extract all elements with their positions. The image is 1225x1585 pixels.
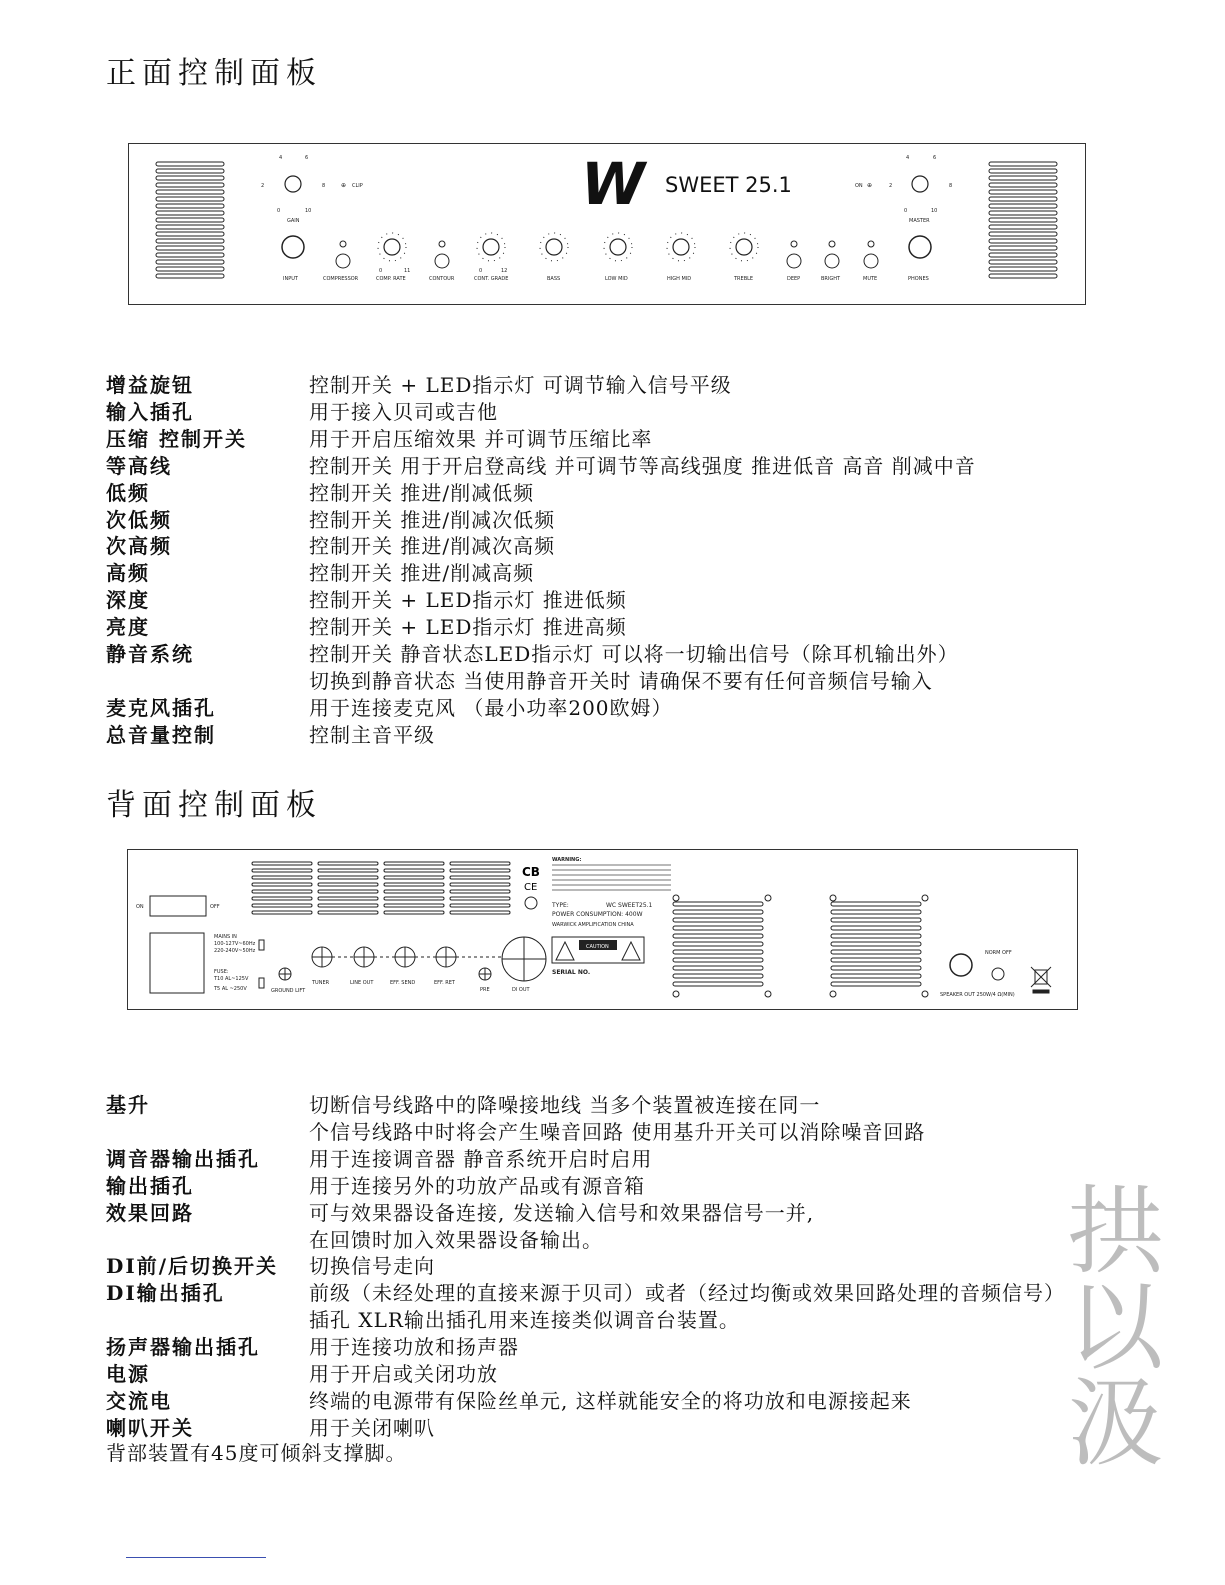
- front-panel-title: 正面控制面板: [106, 56, 322, 91]
- cont-grade-label: CONT. GRADE: [474, 276, 509, 282]
- svg-text:SERIAL NO.: SERIAL NO.: [552, 969, 591, 976]
- svg-text:FUSE:: FUSE:: [214, 969, 229, 975]
- speaker-out-jack: [950, 954, 972, 976]
- svg-text:TYPE:: TYPE:: [552, 902, 569, 909]
- description-text: 控制开关 推进/削减次高频: [309, 534, 556, 559]
- phones-label: PHONES: [908, 276, 929, 282]
- description-text: 用于开启压缩效果 并可调节压缩比率: [309, 426, 653, 451]
- description-text: 控制主音平级: [309, 722, 435, 747]
- svg-text:6: 6: [305, 155, 309, 161]
- description-text: 前级（未经处理的直接来源于贝司）或者（经过均衡或效果回路处理的音频信号）: [309, 1281, 1065, 1306]
- rear-panel-title: 背面控制面板: [106, 788, 322, 823]
- compressor-switch: [336, 254, 350, 268]
- svg-text:TUNER: TUNER: [312, 980, 330, 986]
- svg-text:DI OUT: DI OUT: [512, 987, 530, 993]
- description-term: 电源: [106, 1362, 150, 1386]
- master-label: MASTER: [909, 218, 930, 224]
- clip-label: CLIP: [352, 183, 363, 189]
- input-jack: [282, 236, 304, 258]
- phones-jack: [909, 236, 931, 258]
- contour-switch: [435, 254, 449, 268]
- description-text: 控制开关 推进/削减高频: [309, 561, 535, 586]
- footer-rule: [126, 1557, 266, 1558]
- right-vent: [989, 162, 1057, 278]
- description-text: 控制开关 + LED指示灯 推进高频: [309, 615, 627, 640]
- low-mid-knob: [610, 239, 626, 255]
- svg-text:10: 10: [305, 208, 312, 214]
- description-term: 麦克风插孔: [106, 695, 216, 720]
- svg-text:12: 12: [501, 268, 508, 274]
- weee-bin-icon: [1031, 967, 1051, 993]
- bass-label: BASS: [547, 276, 561, 282]
- svg-text:4: 4: [906, 155, 910, 161]
- description-term: 效果回路: [106, 1200, 194, 1225]
- description-text: 控制开关 + LED指示灯 推进低频: [309, 588, 627, 613]
- brand-logo: W: [581, 150, 645, 218]
- svg-text:4: 4: [279, 155, 283, 161]
- description-text: 切换到静音状态 当使用静音开关时 请确保不要有任何音频信号输入: [309, 668, 933, 693]
- description-text: 用于连接另外的功放产品或有源音箱: [309, 1173, 645, 1198]
- low-mid-label: LOW MID: [605, 276, 628, 282]
- description-term: 基升: [106, 1093, 150, 1117]
- svg-text:2: 2: [261, 183, 265, 189]
- description-term: DI前/后切换开关: [106, 1254, 279, 1279]
- description-term: 输入插孔: [106, 399, 194, 424]
- svg-text:WARNING:: WARNING:: [552, 857, 582, 863]
- svg-text:8: 8: [322, 183, 326, 189]
- description-term: 静音系统: [106, 642, 194, 666]
- svg-text:T10 AL~125V: T10 AL~125V: [214, 976, 249, 982]
- speaker-switch: [992, 968, 1004, 980]
- gain-label: GAIN: [287, 218, 300, 224]
- deep-label: DEEP: [787, 276, 801, 282]
- on-label: ON: [855, 183, 863, 189]
- input-label: INPUT: [283, 276, 298, 282]
- svg-text:NORM OFF: NORM OFF: [985, 950, 1012, 956]
- description-term: 增益旋钮: [106, 373, 194, 397]
- treble-knob: [736, 239, 752, 255]
- model-name: SWEET 25.1: [665, 173, 792, 197]
- ccc-mark-icon: [525, 897, 537, 909]
- treble-label: TREBLE: [734, 276, 754, 282]
- description-text: 用于连接麦克风 （最小功率200欧姆）: [309, 695, 673, 720]
- description-term: 调音器输出插孔: [106, 1146, 260, 1171]
- description-text: 用于接入贝司或吉他: [309, 399, 498, 424]
- mute-switch: [864, 254, 878, 268]
- svg-text:EFF. SEND: EFF. SEND: [390, 980, 416, 986]
- svg-text:2: 2: [889, 183, 893, 189]
- description-text: 用于连接调音器 静音系统开启时启用: [309, 1146, 653, 1171]
- description-term: 压缩 控制开关: [106, 426, 247, 451]
- rear-panel-diagram: [127, 849, 1078, 1010]
- high-mid-label: HIGH MID: [667, 276, 692, 282]
- description-text: 控制开关 + LED指示灯 可调节输入信号平级: [309, 373, 732, 397]
- warning-text-lines: [552, 865, 671, 890]
- fuse-holder: [259, 978, 264, 988]
- cont-grade-knob: [483, 239, 499, 255]
- svg-text:T5 AL ~250V: T5 AL ~250V: [214, 986, 247, 992]
- contour-label: CONTOUR: [429, 276, 455, 282]
- description-term: 扬声器输出插孔: [106, 1335, 260, 1360]
- deep-switch: [787, 254, 801, 268]
- footnote-text: 背部装置有45度可倾斜支撑脚。: [106, 1441, 407, 1465]
- svg-text:10: 10: [931, 208, 938, 214]
- off-label: OFF: [210, 904, 220, 910]
- description-text: 终端的电源带有保险丝单元, 这样就能安全的将功放和电源接起来: [309, 1388, 912, 1413]
- description-term: 深度: [106, 588, 150, 613]
- description-text: 控制开关 静音状态LED指示灯 可以将一切输出信号（除耳机输出外）: [309, 642, 959, 666]
- compressor-label: COMPRESSOR: [323, 276, 359, 282]
- svg-text:0: 0: [379, 268, 383, 274]
- left-vent: [156, 162, 224, 278]
- svg-text:LINE OUT: LINE OUT: [350, 980, 374, 986]
- description-text: 用于开启或关闭功放: [309, 1362, 498, 1386]
- svg-text:WARWICK AMPLIFICATION CHINA: WARWICK AMPLIFICATION CHINA: [552, 922, 634, 928]
- description-term: 交流电: [106, 1388, 172, 1413]
- master-knob: [912, 176, 928, 192]
- svg-text:0: 0: [904, 208, 908, 214]
- description-text: 在回馈时加入效果器设备输出。: [309, 1227, 603, 1252]
- clip-led-icon: ⊕: [341, 182, 347, 189]
- high-mid-knob: [673, 239, 689, 255]
- description-term: 等高线: [106, 453, 172, 478]
- description-term: 亮度: [106, 615, 150, 640]
- svg-text:GROUND LIFT: GROUND LIFT: [271, 988, 306, 994]
- on-led-icon: ⊕: [867, 182, 873, 189]
- mains-socket: [150, 933, 204, 993]
- voltage-selector: [259, 940, 264, 950]
- gain-knob: [285, 176, 301, 192]
- svg-text:220-240V~50Hz: 220-240V~50Hz: [214, 948, 256, 954]
- mute-label: MUTE: [863, 276, 878, 282]
- svg-text:POWER CONSUMPTION: 400W: POWER CONSUMPTION: 400W: [552, 911, 643, 918]
- description-text: 控制开关 推进/削减次低频: [309, 507, 556, 532]
- description-text: 切换信号走向: [309, 1254, 435, 1279]
- bass-knob: [546, 239, 562, 255]
- description-text: 切断信号线路中的降噪接地线 当多个装置被连接在同一: [309, 1093, 821, 1117]
- svg-text:EFF. RET: EFF. RET: [434, 980, 455, 986]
- svg-text:MAINS IN: MAINS IN: [214, 934, 237, 940]
- description-text: 控制开关 用于开启登高线 并可调节等高线强度 推进低音 高音 削减中音: [309, 453, 976, 478]
- svg-text:11: 11: [404, 268, 411, 274]
- svg-text:8: 8: [949, 183, 953, 189]
- description-term: 次高频: [106, 534, 172, 559]
- ce-mark-icon: CE: [524, 882, 538, 893]
- svg-text:PRE: PRE: [480, 987, 490, 993]
- power-switch: [150, 896, 206, 916]
- front-panel-diagram: [128, 143, 1086, 305]
- watermark: 拱以汲: [1052, 1180, 1164, 1468]
- description-text: 控制开关 推进/削减低频: [309, 480, 535, 505]
- description-text: 用于连接功放和扬声器: [309, 1335, 519, 1360]
- description-term: 低频: [106, 480, 150, 505]
- comp-rate-knob: [384, 239, 400, 255]
- svg-text:0: 0: [479, 268, 483, 274]
- svg-text:6: 6: [933, 155, 937, 161]
- comp-rate-label: COMP. RATE: [376, 276, 406, 282]
- description-term: 高频: [106, 561, 150, 586]
- svg-text:CAUTION: CAUTION: [586, 944, 609, 950]
- description-text: 可与效果器设备连接, 发送输入信号和效果器信号一并,: [309, 1200, 815, 1225]
- description-term: 次低频: [106, 507, 172, 532]
- svg-text:WC SWEET25.1: WC SWEET25.1: [606, 902, 653, 909]
- description-term: DI输出插孔: [106, 1281, 225, 1306]
- svg-text:0: 0: [277, 208, 281, 214]
- description-text: 用于关闭喇叭: [309, 1415, 435, 1440]
- footnote: [106, 1437, 406, 1464]
- cb-mark: CB: [522, 865, 540, 879]
- description-text: 插孔 XLR输出插孔用来连接类似调音台装置。: [309, 1308, 740, 1333]
- svg-text:100-127V~60Hz: 100-127V~60Hz: [214, 941, 256, 947]
- bright-switch: [825, 254, 839, 268]
- description-text: 个信号线路中时将会产生噪音回路 使用基升开关可以消除噪音回路: [309, 1119, 926, 1144]
- description-term: 喇叭开关: [106, 1415, 194, 1440]
- on-label: ON: [136, 904, 144, 910]
- description-term: 输出插孔: [106, 1173, 194, 1198]
- bright-label: BRIGHT: [821, 276, 841, 282]
- svg-text:SPEAKER OUT 250W/4 Ω(MIN): SPEAKER OUT 250W/4 Ω(MIN): [940, 992, 1015, 998]
- description-term: 总音量控制: [106, 722, 216, 747]
